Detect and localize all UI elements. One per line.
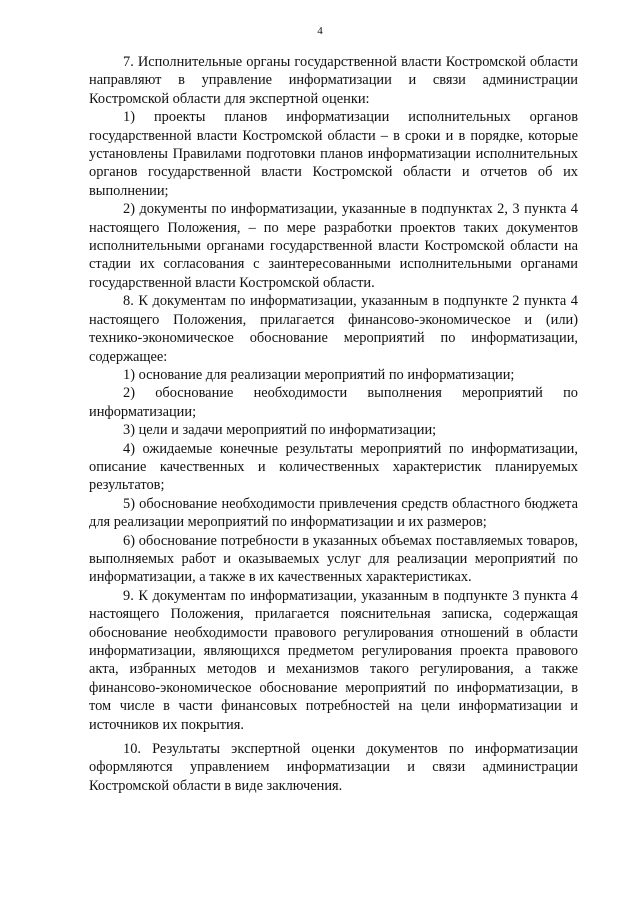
document-body — [89, 53, 578, 795]
paragraph-clause-8: 8. К документам по информатизации, указанным в подпункте 2 пункта 4 настоящего Положения, прилагается финансово-экономическое и (или) технико-экономическое обоснование мероприятий по информатизации, содержащее: — [89, 293, 578, 365]
paragraph-clause-8-item-6: 6) обоснование потребности в указанных объемах поставляемых товаров, выполняемых работ и оказываемых услуг для реализации мероприятий по информатизации, а также в их качественных характеристиках. — [89, 532, 578, 586]
page-number: 4 — [317, 25, 323, 37]
paragraph-clause-10: 10. Результаты экспертной оценки документов по информатизации оформляются управлением информатизации и связи администрации Костромской области в виде заключения. — [89, 741, 578, 794]
paragraph-clause-8-item-2: 2) обоснование необходимости выполнения мероприятий по информатизации; — [89, 385, 578, 420]
paragraph-clause-8-item-5: 5) обоснование необходимости привлечения средств областного бюджета для реализации мероприятий по информатизации и их размеров; — [89, 495, 578, 531]
paragraph-clause-7-item-1: 1) проекты планов информатизации исполнительных органов государственной власти Костромской области – в сроки и в порядке, которые установлены Правилами подготовки планов информатизации исполнительных органов государственной власти Костромской области и отчетов об их выполнении; — [89, 109, 578, 199]
paragraph-clause-8-item-3: 3) цели и задачи мероприятий по информатизации; — [123, 422, 437, 439]
paragraph-clause-8-item-1: 1) основание для реализации мероприятий по информатизации; — [123, 366, 515, 383]
paragraph-clause-9: 9. К документам по информатизации, указанным в подпункте 3 пункта 4 настоящего Положения, прилагается пояснительная записка, содержащая обоснование необходимости правового регулирования отношений в области информатизации, являющихся предметом регулирования проекта правового акта, избранных методов и механизмов такого регулирования, а также финансово-экономическое обоснование мероприятий по информатизации, в том числе в части финансовых потребностей на цели информатизации и источников их покрытия. — [89, 587, 578, 733]
paragraph-clause-7: 7. Исполнительные органы государственной власти Костромской области направляют в управление информатизации и связи администрации Костромской области для экспертной оценки: — [89, 54, 578, 107]
paragraph-clause-8-item-4: 4) ожидаемые конечные результаты мероприятий по информатизации, описание качественных и количественных характеристик планируемых результатов; — [89, 440, 578, 494]
paragraph-clause-7-item-2: 2) документы по информатизации, указанные в подпунктах 2, 3 пункта 4 настоящего Положения, – по мере разработки проектов таких документов исполнительными органами государственной власти Костромской области на стадии их согласования с заинтересованными исполнительными органами государственной власти Костромской области. — [89, 201, 578, 291]
